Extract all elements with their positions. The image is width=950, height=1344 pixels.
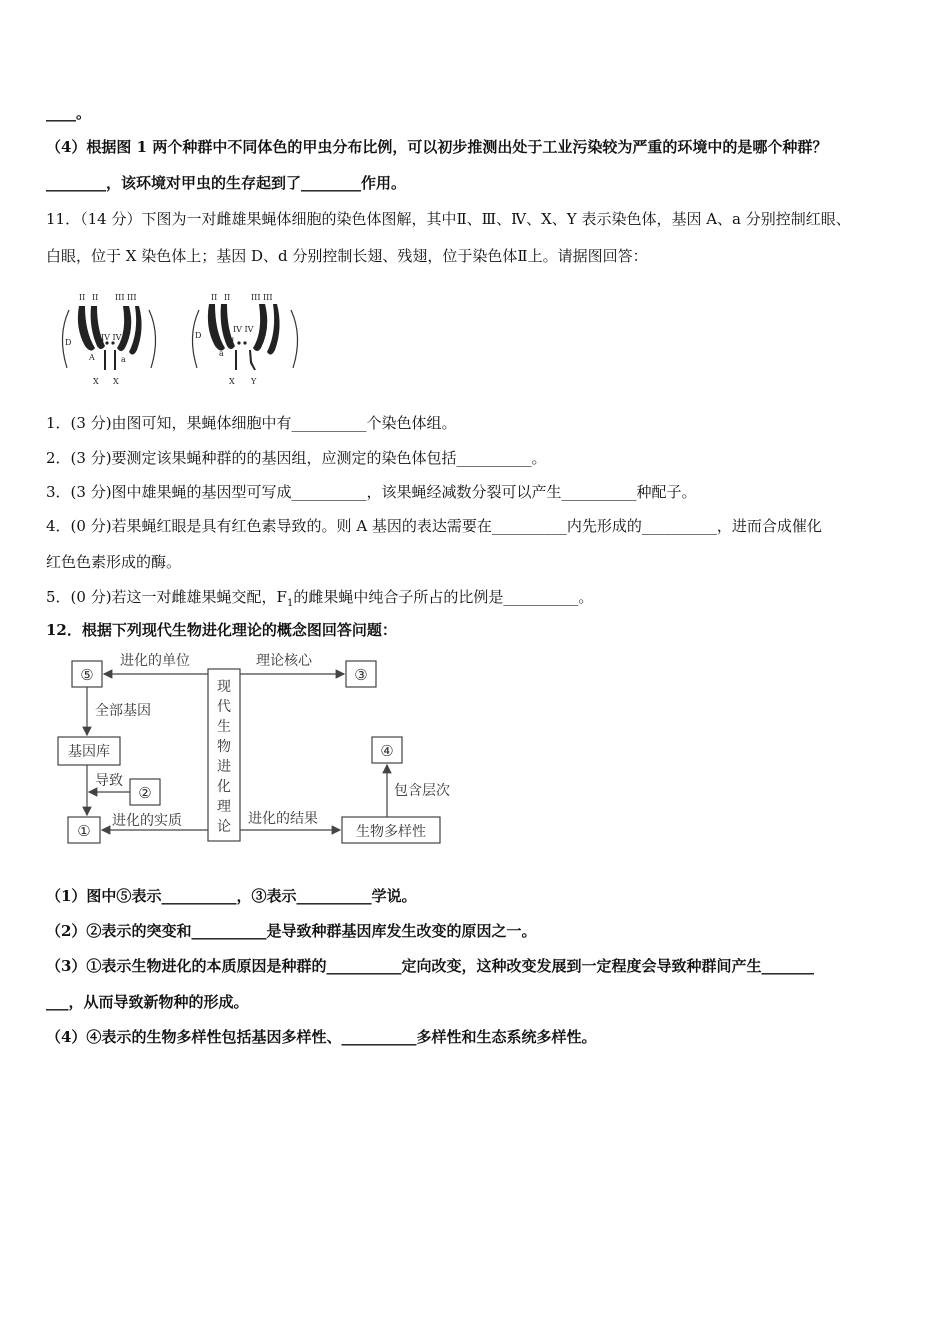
male-label-IV: IV IV bbox=[233, 325, 254, 334]
male-chromosome-III-2 bbox=[267, 304, 280, 355]
female-label-IV: IV IV bbox=[101, 333, 122, 342]
q11-sub5-post: 的雌果蝇中纯合子所占的比例是__________。 bbox=[293, 588, 594, 606]
female-label-III-2: III bbox=[127, 293, 137, 302]
female-gene-a: a bbox=[121, 355, 126, 364]
box-5-label: ⑤ bbox=[80, 666, 94, 684]
female-sex-X-1: X bbox=[93, 377, 99, 386]
q11-intro-line1: 11．（14 分）下图为一对雌雄果蝇体细胞的染色体图解，其中Ⅱ、Ⅲ、Ⅳ、X、Y 表示染色体，基因 A、a 分别控制红眼、 bbox=[46, 210, 851, 228]
q12-title: 12．根据下列现代生物进化理论的概念图回答问题： bbox=[46, 621, 397, 639]
q11-sub5-subscript: 1 bbox=[286, 598, 294, 609]
male-chromosome-X bbox=[235, 350, 237, 370]
gene-pool-label: 基因库 bbox=[68, 744, 110, 760]
female-label-III-1: III bbox=[115, 293, 125, 302]
q11-sub3: 3．(3 分)图中雄果蝇的基因型可写成__________，该果蝇经减数分裂可以产生__________种配子。 bbox=[46, 483, 697, 501]
male-gene-a: a bbox=[219, 349, 224, 358]
label-lead-to: 导致 bbox=[95, 773, 123, 789]
female-label-II-1: II bbox=[79, 293, 86, 302]
female-chromosome-X-1 bbox=[104, 350, 106, 370]
q12-part2: （2）②表示的突变和__________是导致种群基因库发生改变的原因之一。 bbox=[46, 922, 537, 940]
female-gene-d: d bbox=[99, 339, 105, 348]
center-char-3: 生 bbox=[217, 719, 231, 735]
q12-part1: （1）图中⑤表示__________，③表示__________学说。 bbox=[46, 887, 417, 905]
evolution-concept-map bbox=[50, 645, 470, 855]
center-char-1: 现 bbox=[217, 679, 231, 695]
male-sex-Y: Y bbox=[251, 377, 257, 386]
male-label-II-1: II bbox=[211, 293, 218, 302]
male-chromosomes bbox=[208, 304, 280, 370]
female-label-II-2: II bbox=[92, 293, 99, 302]
label-evolution-result: 进化的结果 bbox=[248, 811, 318, 827]
q11-sub5 bbox=[46, 587, 593, 614]
q10-continuation: ____。 bbox=[46, 104, 92, 122]
male-chromosome-Y bbox=[249, 350, 256, 370]
female-chromosome-III-2 bbox=[129, 306, 142, 355]
label-evolution-unit: 进化的单位 bbox=[120, 653, 190, 669]
male-gene-D: D bbox=[195, 331, 202, 340]
q11-sub4-line1: 4．(0 分)若果蝇红眼是具有红色素导致的。则 A 基因的表达需要在__________内先形成的__________，进而合成催化 bbox=[46, 517, 822, 535]
center-char-4: 物 bbox=[217, 739, 231, 755]
male-label-III-1: III bbox=[251, 293, 261, 302]
label-contained-levels: 包含层次 bbox=[394, 783, 450, 799]
q11-sub2: 2．(3 分)要测定该果蝇种群的的基因组，应测定的染色体包括__________。 bbox=[46, 449, 547, 467]
center-char-6: 化 bbox=[217, 779, 231, 795]
q10-part4-line1: （4）根据图 1 两个种群中不同体色的甲虫分布比例，可以初步推测出处于工业污染较为严重的环境中的是哪个种群？ bbox=[46, 138, 828, 156]
label-theory-core: 理论核心 bbox=[256, 653, 312, 669]
male-label-II-2: II bbox=[224, 293, 231, 302]
arrows bbox=[87, 674, 387, 830]
box-2-label: ② bbox=[138, 784, 152, 802]
q11-sub4-line2: 红色色素形成的酶。 bbox=[46, 553, 182, 571]
q12-part3-line2: ___，从而导致新物种的形成。 bbox=[46, 993, 249, 1011]
male-label-III-2: III bbox=[263, 293, 273, 302]
center-char-7: 理 bbox=[217, 799, 231, 815]
q12-part4: （4）④表示的生物多样性包括基因多样性、__________多样性和生态系统多样性。 bbox=[46, 1028, 597, 1046]
female-gene-D: D bbox=[65, 338, 72, 347]
q12-part3-line1: （3）①表示生物进化的本质原因是种群的__________定向改变，这种改变发展到一定程度会导致种群间产生_______ bbox=[46, 957, 814, 975]
biodiversity-label: 生物多样性 bbox=[356, 824, 426, 840]
q11-sub1: 1．(3 分)由图可知，果蝇体细胞中有__________个染色体组。 bbox=[46, 414, 457, 432]
label-all-genes: 全部基因 bbox=[95, 703, 151, 719]
male-gene-d: d bbox=[229, 337, 235, 346]
center-char-2: 代 bbox=[217, 699, 231, 715]
q11-intro-line2: 白眼，位于 X 染色体上；基因 D、d 分别控制长翅、残翅，位于染色体Ⅱ上。请据图回答： bbox=[46, 247, 648, 265]
box-4-label: ④ bbox=[380, 742, 394, 760]
male-sex-X: X bbox=[229, 377, 235, 386]
female-gene-A: A bbox=[89, 353, 95, 362]
q11-sub5-pre: 5．(0 分)若这一对雌雄果蝇交配，F bbox=[46, 588, 287, 606]
female-sex-X-2: X bbox=[113, 377, 119, 386]
q10-part4-line2: ________，该环境对甲虫的生存起到了________作用。 bbox=[46, 174, 407, 192]
male-chromosome-IV-2 bbox=[243, 341, 246, 344]
male-chromosome-III-1 bbox=[253, 304, 267, 351]
female-chromosome-III-1 bbox=[117, 306, 131, 351]
male-cell-right-edge bbox=[291, 310, 298, 368]
center-char-5: 进 bbox=[217, 759, 231, 775]
male-chromosome-IV-1 bbox=[237, 341, 240, 344]
box-3-label: ③ bbox=[354, 666, 368, 684]
female-chromosome-X-2 bbox=[114, 350, 116, 370]
center-char-8: 论 bbox=[217, 819, 231, 835]
female-cell-right-edge bbox=[149, 310, 156, 368]
box-1-label: ① bbox=[77, 822, 91, 840]
chromosome-figure bbox=[55, 288, 305, 388]
label-evolution-essence: 进化的实质 bbox=[112, 813, 182, 829]
